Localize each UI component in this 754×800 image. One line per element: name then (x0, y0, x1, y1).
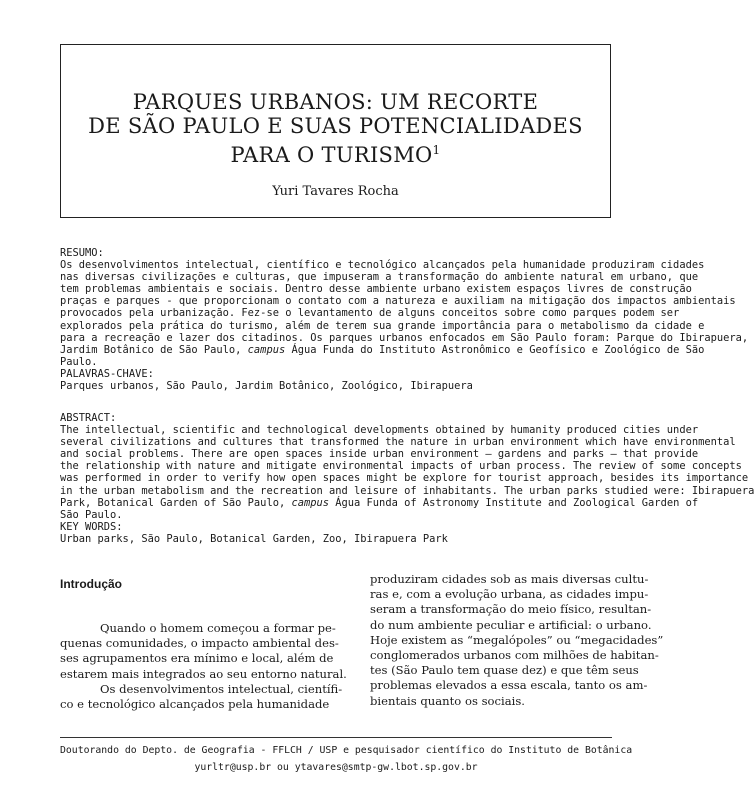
abstract-line: São Paulo. (60, 508, 123, 521)
resumo-line: tem problemas ambientais e sociais. Dentro desse ambiente urbano existem espaços livres de construção (60, 283, 692, 296)
resumo-line: praças e parques - que proporcionam o contato com a natureza e auxiliam na mitigação dos impactos ambientais (60, 295, 736, 308)
abstract-section (60, 412, 754, 545)
resumo-line (60, 343, 705, 356)
intro-line: quenas comunidades, o impacto ambiental des- (60, 636, 339, 651)
title-box (60, 44, 611, 218)
intro-line: ras e, com a evolução urbana, as cidades impu- (370, 587, 649, 602)
intro-line: co e tecnológico alcançados pela humanidade (60, 697, 330, 712)
title-footnote-mark: 1 (432, 143, 441, 157)
resumo-line-text: Água Funda do Instituto Astronômico e Geofísico e Zoológico de São (285, 343, 705, 356)
resumo-line: Os desenvolvimentos intelectual, científico e tecnológico alcançados pela humanidade produziram cidades (60, 259, 705, 272)
intro-line: problemas elevados a essa escala, tanto os am- (370, 678, 648, 693)
intro-right-column (370, 572, 663, 709)
intro-line: estarem mais integrados ao seu entorno natural. (60, 666, 347, 681)
intro-line: do num ambiente peculiar e artificial: o urbano. (370, 617, 652, 632)
key-words: Urban parks, São Paulo, Botanical Garden, Zoo, Ibirapuera Park (60, 532, 448, 545)
article-title (61, 90, 610, 167)
intro-line: bientais quanto os sociais. (370, 693, 525, 708)
abstract-line-text: Park, Botanical Garden of São Paulo, (60, 496, 292, 509)
palavras-chave: Parques urbanos, São Paulo, Jardim Botânico, Zoológico, Ibirapuera (60, 380, 473, 393)
introducao-heading: Introdução (60, 577, 122, 591)
intro-left-column (60, 621, 347, 712)
intro-line: seram a transformação do meio físico, resultan- (370, 602, 652, 617)
resumo-line: nas diversas civilizações e culturas, que impuseram a transformação do ambiente natural em urbano, que (60, 271, 699, 284)
abstract-line (60, 496, 699, 509)
abstract-line: The intellectual, scientific and technological developments obtained by humanity produced cities under (60, 424, 699, 437)
author-name: Yuri Tavares Rocha (272, 184, 399, 199)
palavras-chave-heading: PALAVRAS-CHAVE: (60, 367, 154, 380)
footnote-affiliation: Doutorando do Depto. de Geografia - FFLCH / USP e pesquisador científico do Instituto de Botânica (60, 745, 633, 756)
footnote-email: yurltr@usp.br ou ytavares@smtp-gw.lbot.sp.gov.br (194, 762, 478, 773)
intro-line: Quando o homem começou a formar pe- (100, 621, 336, 635)
abstract-line: the relationship with nature and mitigate environmental impacts of urban process. The review of some concepts (60, 460, 742, 473)
resumo-line: para a recreação e lazer dos citadinos. Os parques urbanos enfocados em São Paulo foram: Parque do Ibirapuera, (60, 331, 749, 344)
intro-line: ses agrupamentos era mínimo e local, além de (60, 651, 334, 666)
abstract-line: was performed in order to verify how open spaces might be explore for tourist approach, besides its importance (60, 472, 749, 485)
abstract-line-text: Água Funda of Astronomy Institute and Zoological Garden of (329, 496, 699, 509)
intro-line: Hoje existem as “megalópoles” ou “megacidades” (370, 632, 664, 647)
abstract-heading: ABSTRACT: (60, 412, 117, 424)
abstract-line: and social problems. There are open spaces inside urban environment – gardens and parks – that provide (60, 448, 699, 461)
title-line-2: DE SÃO PAULO E SUAS POTENCIALIDADES (88, 114, 583, 138)
resumo-line: explorados pela prática do turismo, além de terem sua grande importância para o metabolismo da cidade e (60, 319, 705, 332)
resumo-heading: RESUMO: (60, 247, 104, 259)
resumo-line-text: Jardim Botânico de São Paulo, (60, 343, 248, 356)
resumo-section (60, 247, 749, 393)
abstract-campus-italic: campus (291, 496, 330, 509)
footnote (60, 742, 633, 776)
abstract-line: several civilizations and cultures that transformed the nature in urban environment which have environmental (60, 436, 736, 449)
title-line-3-text: PARA O TURISMO (230, 143, 433, 167)
intro-line: produziram cidades sob as mais diversas cultu- (370, 572, 649, 586)
title-line-1: PARQUES URBANOS: UM RECORTE (132, 90, 539, 114)
intro-line: tes (São Paulo tem quase dez) e que têm seus (370, 663, 639, 678)
resumo-line: Paulo. (60, 355, 98, 368)
resumo-campus-italic: campus (247, 343, 286, 356)
title-line-3 (61, 138, 610, 167)
footnote-divider (60, 737, 612, 738)
key-words-heading: KEY WORDS: (60, 520, 123, 533)
intro-line: Os desenvolvimentos intelectual, científi- (100, 681, 343, 696)
intro-line: conglomerados urbanos com milhões de habitan- (370, 648, 659, 663)
resumo-line: provocados pela urbanização. Fez-se o levantamento de alguns conceitos sobre como parques podem ser (60, 307, 680, 320)
abstract-line: in the urban metabolism and the recreation and leisure of inhabitants. The urban parks studied were: Ibirapuera (60, 484, 754, 497)
